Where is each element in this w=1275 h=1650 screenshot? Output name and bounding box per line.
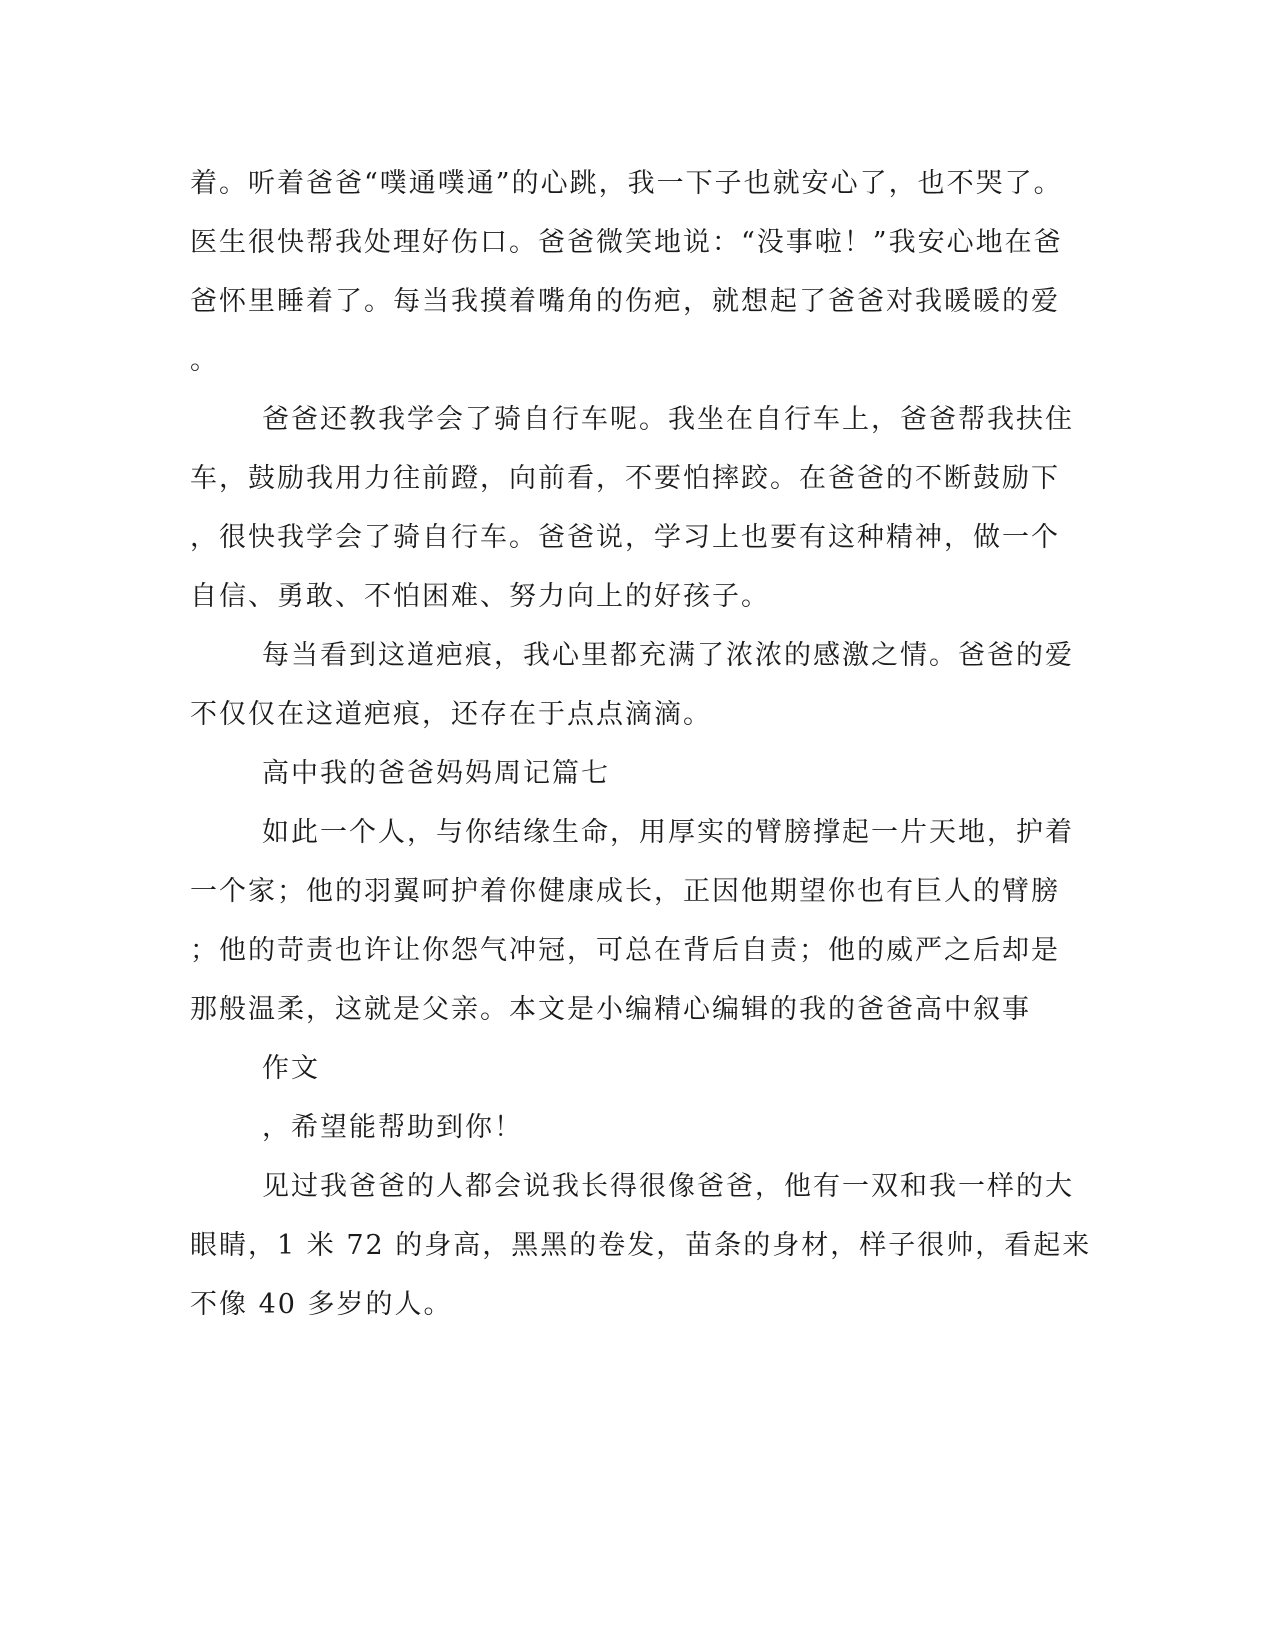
paragraph-line: ，希望能帮助到你！ [262,1112,523,1143]
paragraph-line: ，很快我学会了骑自行车。爸爸说，学习上也要有这种精神，做一个 [190,522,1060,553]
paragraph-line: 作文 [262,1053,320,1084]
section-heading: 高中我的爸爸妈妈周记篇七 [262,758,610,789]
paragraph-line: 爸怀里睡着了。每当我摸着嘴角的伤疤，就想起了爸爸对我暖暖的爱 [190,286,1060,317]
paragraph-line: 眼睛，1 米 72 的身高，黑黑的卷发，苗条的身材，样子很帅，看起来 [190,1230,1092,1261]
paragraph-line: 自信、勇敢、不怕困难、努力向上的好孩子。 [190,581,770,612]
paragraph-line: ；他的苛责也许让你怨气冲冠，可总在背后自责；他的威严之后却是 [190,935,1060,966]
paragraph-line: 。 [190,345,219,376]
paragraph-line: 医生很快帮我处理好伤口。爸爸微笑地说：“没事啦！”我安心地在爸 [190,227,1063,258]
paragraph-line: 不仅仅在这道疤痕，还存在于点点滴滴。 [190,699,712,730]
paragraph-line: 每当看到这道疤痕，我心里都充满了浓浓的感激之情。爸爸的爱 [262,640,1074,671]
paragraph-line: 如此一个人，与你结缘生命，用厚实的臂膀撑起一片天地，护着 [262,817,1074,848]
paragraph-line: 一个家；他的羽翼呵护着你健康成长，正因他期望你也有巨人的臂膀 [190,876,1060,907]
paragraph-line: 车，鼓励我用力往前蹬，向前看，不要怕摔跤。在爸爸的不断鼓励下 [190,463,1060,494]
paragraph-line: 那般温柔，这就是父亲。本文是小编精心编辑的我的爸爸高中叙事 [190,994,1031,1025]
paragraph-line: 不像 40 多岁的人。 [190,1289,453,1320]
paragraph-line: 着。听着爸爸“噗通噗通”的心跳，我一下子也就安心了，也不哭了。 [190,168,1063,199]
paragraph-line: 爸爸还教我学会了骑自行车呢。我坐在自行车上，爸爸帮我扶住 [262,404,1074,435]
paragraph-line: 见过我爸爸的人都会说我长得很像爸爸，他有一双和我一样的大 [262,1171,1074,1202]
